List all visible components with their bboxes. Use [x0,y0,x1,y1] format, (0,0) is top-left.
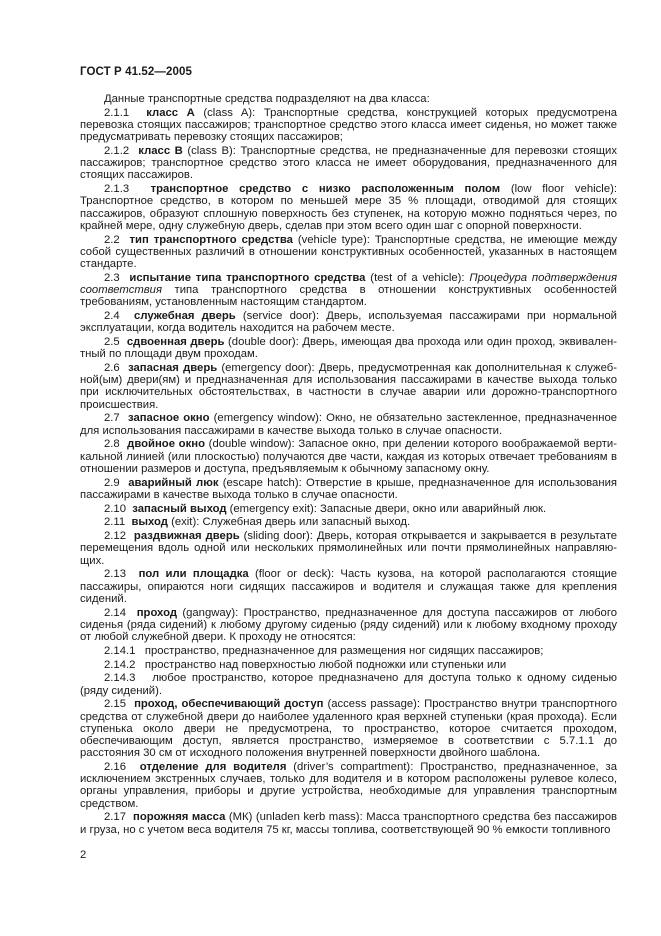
page-header-title: ГОСТ Р 41.52—2005 [80,66,192,78]
definition-text: Пространство, предназначенное, за исключением экстренных случаев, только для водителя и в котором расположены рулевое колесо, органы управления, приборы и другие устройства, необходимые для управления транспортным средством. [80,761,618,810]
term-english: (double door): [224,336,303,349]
definition-text: Дверь, используемая пассажирами при нормальной эксплуатации, когда водитель находится на рабочем месте. [80,310,617,335]
term: порожняя масса [133,811,226,824]
definition-paragraph [80,107,617,144]
term: запасная дверь [128,362,218,375]
definition-paragraph [80,607,617,644]
definition-paragraph [80,811,617,835]
term: класс В [138,145,183,157]
term: испытание типа транспортного средства [129,271,366,284]
definition-text: Часть кузова, на которой располагаются стоящие пассажиры, опираются ноги сидящих пассажиров и водителя и служащая также для крепления сидений. [80,568,618,605]
term-english: (emergency exit): [226,502,321,515]
definition-paragraph [80,503,617,515]
section-number: 2.14 [104,606,126,619]
section-number: 2.6 [104,362,120,375]
definition-text: Дверь, предусмотренная как дополнительная к служебной(ым) двери(ям) и предназначенная для использования пассажирами в качестве выхода только при исключительных обстоятельствах, в частности в случае аварии или дорожно-транспортного происшествия. [80,362,617,411]
definition-paragraph [80,145,617,182]
definition-paragraph [80,516,617,528]
definition-paragraph [80,568,617,605]
term: выход [131,516,168,529]
term-english: (class A): [194,106,264,119]
section-number: 2.1.3 [104,183,130,196]
term-english: (double window): [204,438,299,451]
definition-paragraph [80,645,617,657]
definition-paragraph [80,362,617,411]
term: проход, обеспечивающий доступ [134,698,324,711]
definition-paragraph [80,530,617,567]
term-english: (vehicle type): [292,233,375,246]
definition-paragraph [80,477,617,501]
term-english: (МК) (unladen kerb mass): [225,811,367,824]
section-number: 2.4 [104,310,120,323]
definition-text: Дверь, имеющая два прохода или один проход, эквивалентный по площади двум проходам. [80,336,618,361]
term-english: (low floor vehicle): [500,183,617,196]
definition-paragraph [80,234,617,271]
section-number: 2.9 [104,476,120,489]
section-number: 2.8 [104,438,120,451]
section-number: 2.15 [104,698,126,711]
term: запасное окно [127,412,210,425]
definition-text: Транспортные средства, не имеющие между собой существенных различий в отношении конструктивных особенностей, указанных в настоящем стандарте. [80,233,617,271]
section-number: 2.2 [104,233,120,246]
term: запасный выход [132,502,227,515]
section-number: 2.14.1 [104,644,136,657]
definition-paragraph [80,698,617,759]
section-number: 2.17 [104,811,126,824]
term-english: (access passage): [323,698,425,711]
definition-text: Транспортные средства, конструкцией которых предусмотрена перевозка стоящих пассажиров; транспортное средство этого класса имеет сиденья, но может также предусматривать перевозку стоящих пассажиров; [80,106,617,144]
page-number: 2 [80,849,87,861]
term-english: (escape hatch): [218,476,306,489]
term-english: (gangway): [177,606,244,619]
term: проход [136,606,177,619]
term: раздвижная дверь [133,530,240,543]
definition-text: Пространство, предназначенное для доступа пассажиров от любого сиденья (ряда сидений) к любому другому сиденью (ряду сидений) или к любому входному проходу от любой служебной двери. К проходу не относятся: [80,606,617,644]
section-number: 2.14.3 [104,672,136,685]
term: аварийный люк [128,476,219,489]
section-number: 2.1.1 [104,106,130,119]
section-number: 2.1.2 [104,145,130,157]
intro-paragraph: Данные транспортные средства подразделяют на два класса: [104,93,430,105]
section-number: 2.7 [104,412,120,425]
definition-text: Отверстие в крыше, предназначенное для использования пассажирами в качестве выхода только в случае опасности. [80,476,617,501]
definition-paragraph [80,412,617,436]
section-number: 2.13 [104,568,126,581]
section-number: 2.11 [104,516,126,529]
term: класс А [146,106,195,119]
definition-paragraph [80,438,617,475]
definition-text: Транспортные средства, не предназначенные для перевозки стоящих пассажиров; транспортное средство этого класса не имеет оборудования, предназначенного для стоящих пассажиров. [80,145,617,182]
definition-text: Запасные двери, окно или аварийный люк. [320,502,547,515]
term: пол или площадка [138,568,249,581]
definition-text: Масса транспортного средства без пассажиров и груза, но с учетом веса водителя 75 кг, массы топлива, соответствующей 90 % емкости топливного [80,811,618,836]
definition-text: Пространство внутри транспортного средства от служебной двери до наиболее удаленного края верхней ступеньки (края прохода). Если ступенька около двери не предусмотрена, то пространство, которое считается проходом, обеспечивающим доступ, является пространство, измеряемое в соответствии с 5.7.1.1 до расстояния 30 см от исходного положения внутренней поверхности двойного шаблона. [80,698,617,760]
section-number: 2.16 [104,761,126,774]
section-number: 2.10 [104,502,126,515]
definition-text: Окно, не обязательно застекленное, предназначенное для использования пассажирами в качестве выхода только в случае опасности. [80,412,618,437]
term-english: (service door): [235,310,327,323]
term: служебная дверь [134,310,236,323]
definition-text: любое пространство, которое предназначено для доступа только к одному сиденью (ряду сидений). [80,672,618,697]
term: тип транспортного средства [129,233,293,246]
term: транспортное средство с низко расположенным полом [150,183,501,196]
definition-paragraph [80,672,617,696]
definition-paragraph [80,336,617,360]
section-number: 2.12 [104,530,126,543]
section-number: 2.5 [104,336,120,349]
term-english: (floor or deck): [248,568,341,581]
term-english: (class B): [182,145,241,157]
term-english: (driver’s compartment): [286,761,421,774]
definition-paragraph [80,761,617,810]
definition-text: Транспортное средство, в котором по меньшей мере 35 % площади, отводимой для стоящих пассажиров, образуют сплошную поверхность без ступенек, на которую можно подняться через, по крайней мере, одну служебную дверь, сделав при этом всего один шаг с опорной поверхности. [80,195,617,232]
definition-text: пространство, предназначенное для размещения ног сидящих пассажиров; [144,644,544,657]
definition-text: типа транспортного средства в отношении конструктивных особенностей требованиям, установленным настоящим стандартом. [80,284,617,309]
definition-text: пространство над поверхностью любой подножки или ступеньки или [144,658,507,671]
document-body [80,93,617,836]
term-english: (sliding door): [239,530,317,543]
term: сдвоенная дверь [126,336,225,349]
definition-paragraph [80,310,617,334]
term-english: (emergency window): [209,412,327,425]
definition-paragraph [80,659,617,671]
term-english: (emergency door): [217,362,319,375]
term-english: (test of a vehicle): [365,271,470,284]
term: двойное окно [127,438,205,451]
italic-phrase: Процедура подтверждения соответствия [80,271,617,297]
definition-paragraph [80,183,617,232]
definition-paragraph [80,272,617,309]
term: отделение для водителя [139,761,287,774]
definition-text: Запасное окно, при делении которого воображаемой вертикальной линией (или плоскостью) получаются две части, каждая из которых отвечает требованиям в отношении размеров и доступа, предъявляемым к обычному запасному окну. [80,438,617,475]
term-english: (exit): [167,516,203,529]
section-number: 2.3 [104,271,120,284]
definition-text: Служебная дверь или запасный выход. [202,516,411,529]
section-number: 2.14.2 [104,658,136,671]
definition-text: Дверь, которая открывается и закрывается в результате перемещения вдоль одной или нескольких прямолинейных или почти прямолинейных направляющих. [80,530,618,567]
